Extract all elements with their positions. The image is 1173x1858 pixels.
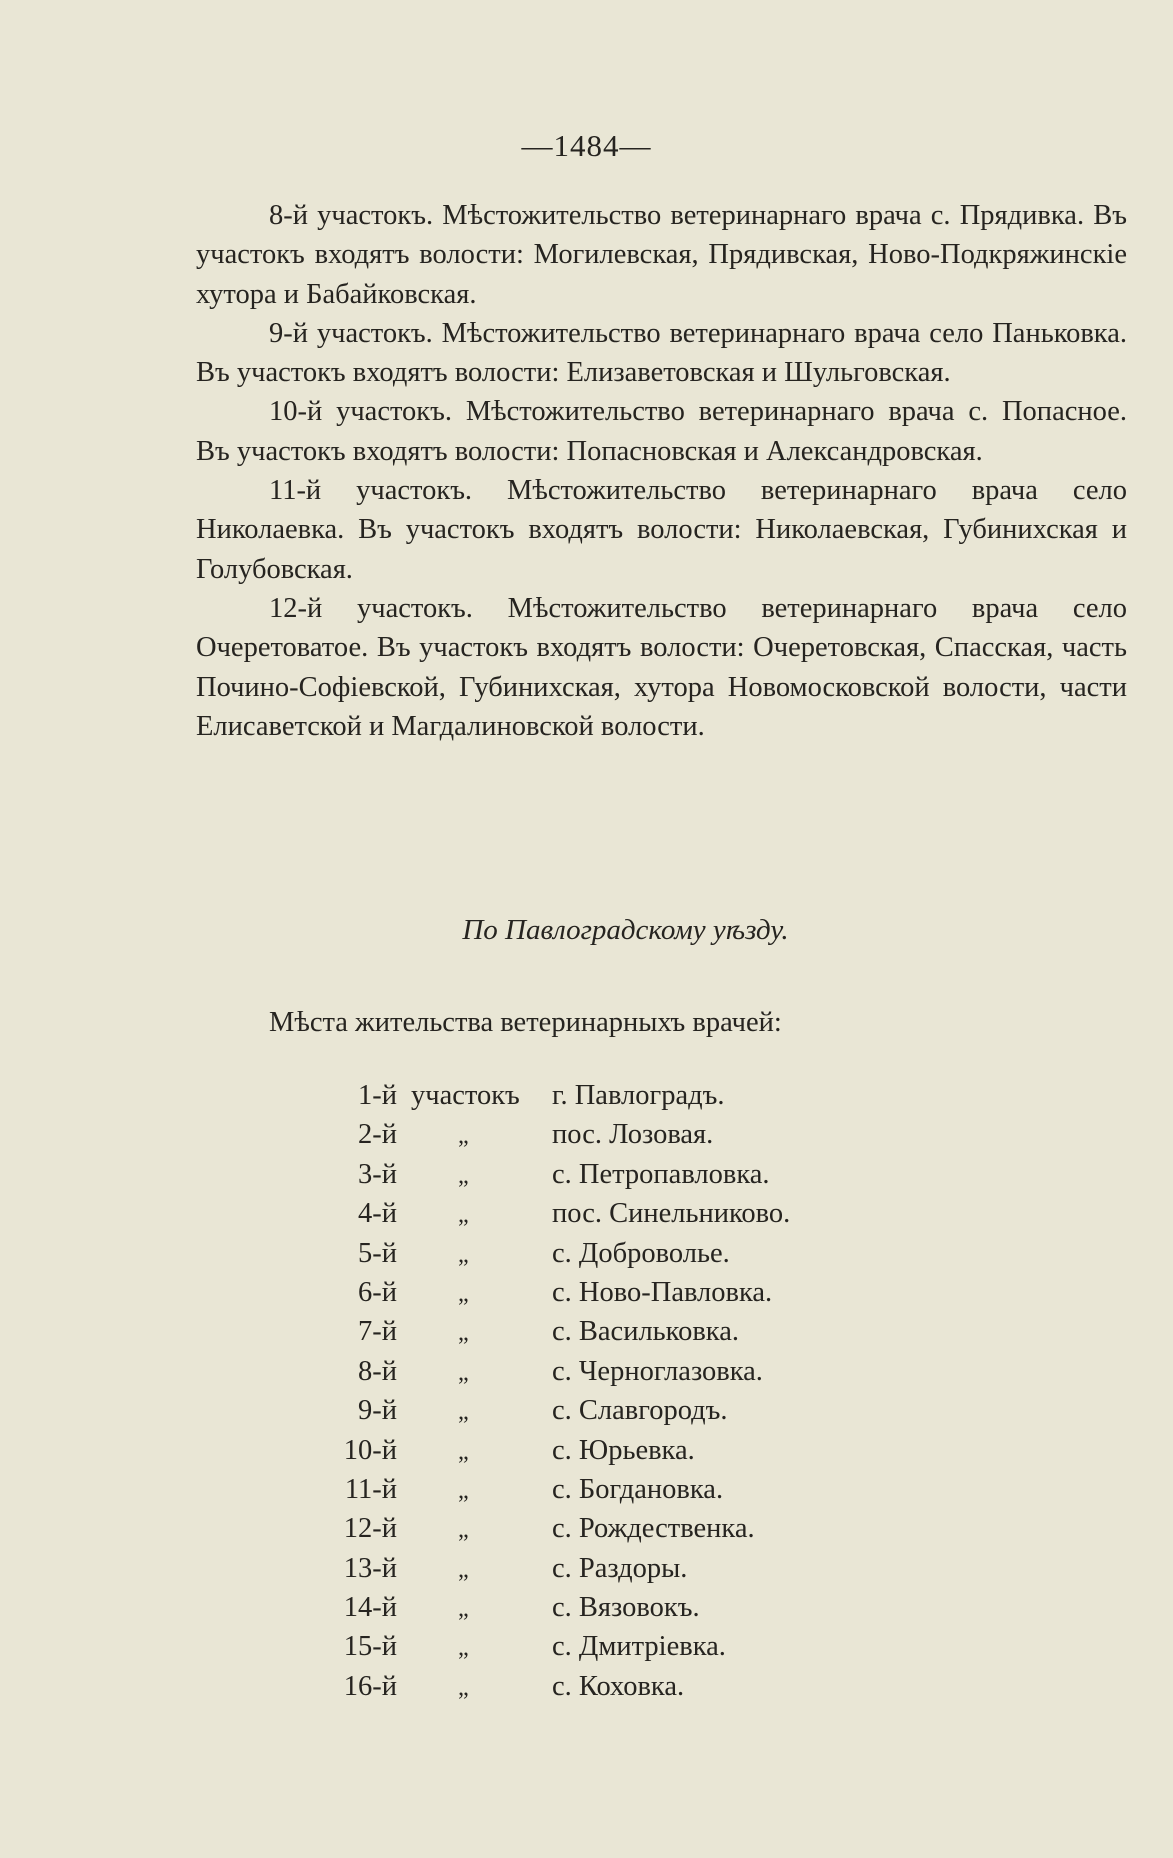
list-item [0,1592,1173,1631]
ditto-mark: „ [458,1241,469,1268]
item-number: 2-й [358,1119,397,1151]
item-number: 6-й [358,1276,397,1308]
item-place: г. Павлоградъ. [552,1080,725,1111]
item-place: с. Раздоры. [552,1552,688,1584]
item-place: с. Черноглазовка. [552,1355,763,1387]
list-item [0,1159,1173,1198]
paragraph-uchastok-11: 11-й участокъ. Мѣстожительство ветеринарнаго врача село Николаевка. Въ участокъ входятъ волости: Николаевская, Губинихская и Голубовская. [196,475,1127,585]
paragraph-uchastok-8: 8-й участокъ. Мѣстожительство ветеринарнаго врача с. Прядивка. Въ участокъ входятъ волости: Могилевская, Прядивская, Ново-Подкряжинскіе хутора и Бабайковская. [196,200,1127,310]
list-item [0,1238,1173,1277]
ditto-mark: „ [458,1517,469,1544]
ditto-mark: „ [458,1635,469,1662]
ditto-mark: „ [458,1280,469,1307]
ditto-mark: „ [458,1477,469,1504]
list-item [0,1080,1173,1119]
item-place: с. Славгородъ. [552,1395,728,1427]
item-place: с. Добровольe. [552,1237,730,1269]
ditto-mark: „ [458,1359,469,1386]
item-number: 3-й [358,1158,397,1190]
paragraph-uchastok-10: 10-й участокъ. Мѣстожительство ветеринарнаго врача с. Попасное. Въ участокъ входятъ волости: Попасновская и Александровская. [196,396,1127,467]
item-label: участокъ [411,1080,520,1111]
item-number: 9-й [358,1395,397,1427]
ditto-mark: „ [458,1320,469,1347]
list-item [0,1277,1173,1316]
ditto-mark: „ [458,1123,469,1150]
item-number: 16-й [343,1670,397,1702]
list-item [0,1474,1173,1513]
item-place: с. Коховка. [552,1670,685,1702]
item-number: 14-й [343,1592,397,1624]
item-place: с. Богдановка. [552,1473,724,1505]
item-number: 11-й [344,1473,397,1505]
item-place: с. Петропавловка. [552,1158,770,1190]
item-number: 4-й [358,1198,397,1230]
item-place: с. Вязовокъ. [552,1592,700,1624]
ditto-mark: „ [458,1438,469,1465]
item-number: 13-й [343,1552,397,1584]
list-item [0,1435,1173,1474]
list-item [0,1553,1173,1592]
list-item [0,1671,1173,1710]
list-item [0,1513,1173,1552]
list-item [0,1356,1173,1395]
ditto-mark: „ [458,1674,469,1701]
list-intro: Мѣста жительства ветеринарныхъ врачей: [269,1007,782,1038]
body-text [196,196,1127,746]
item-number: 12-й [343,1513,397,1545]
paragraph-uchastok-12: 12-й участокъ. Мѣстожительство ветеринарнаго врача село Очеретоватое. Въ участокъ входятъ волости: Очеретовская, Спасская, часть Почино-Софіевской, Губинихская, хутора Новомосковской волости, части Елисаветской и Магдалиновской волости. [196,592,1127,742]
item-number: 10-й [343,1434,397,1466]
district-heading: По Павлоградскому уѣзду. [462,914,789,946]
ditto-mark: „ [458,1399,469,1426]
item-place: с. Васильковка. [552,1316,739,1348]
item-number: 8-й [358,1355,397,1387]
item-place: с. Рождественка. [552,1513,755,1545]
list-item [0,1395,1173,1434]
item-place: с. Юрьевка. [552,1434,695,1466]
ditto-mark: „ [458,1556,469,1583]
item-number: 1-й [358,1080,397,1111]
item-place: пос. Лозовая. [552,1119,714,1151]
ditto-mark: „ [458,1202,469,1229]
list-item [0,1198,1173,1237]
paragraph-uchastok-9: 9-й участокъ. Мѣстожительство ветеринарнаго врача село Паньковка. Въ участокъ входятъ волости: Елизаветовская и Шульговская. [196,317,1127,389]
residence-list [0,1080,1173,1710]
item-place: с. Дмитріевка. [552,1631,726,1663]
item-number: 7-й [358,1316,397,1348]
item-number: 15-й [343,1631,397,1663]
item-number: 5-й [358,1237,397,1269]
page-number: —1484— [521,128,652,163]
list-item [0,1631,1173,1670]
ditto-mark: „ [458,1596,469,1623]
list-item [0,1119,1173,1158]
item-place: пос. Синельниково. [552,1198,791,1230]
ditto-mark: „ [458,1162,469,1189]
item-place: с. Ново-Павловка. [552,1276,773,1308]
list-item [0,1316,1173,1355]
